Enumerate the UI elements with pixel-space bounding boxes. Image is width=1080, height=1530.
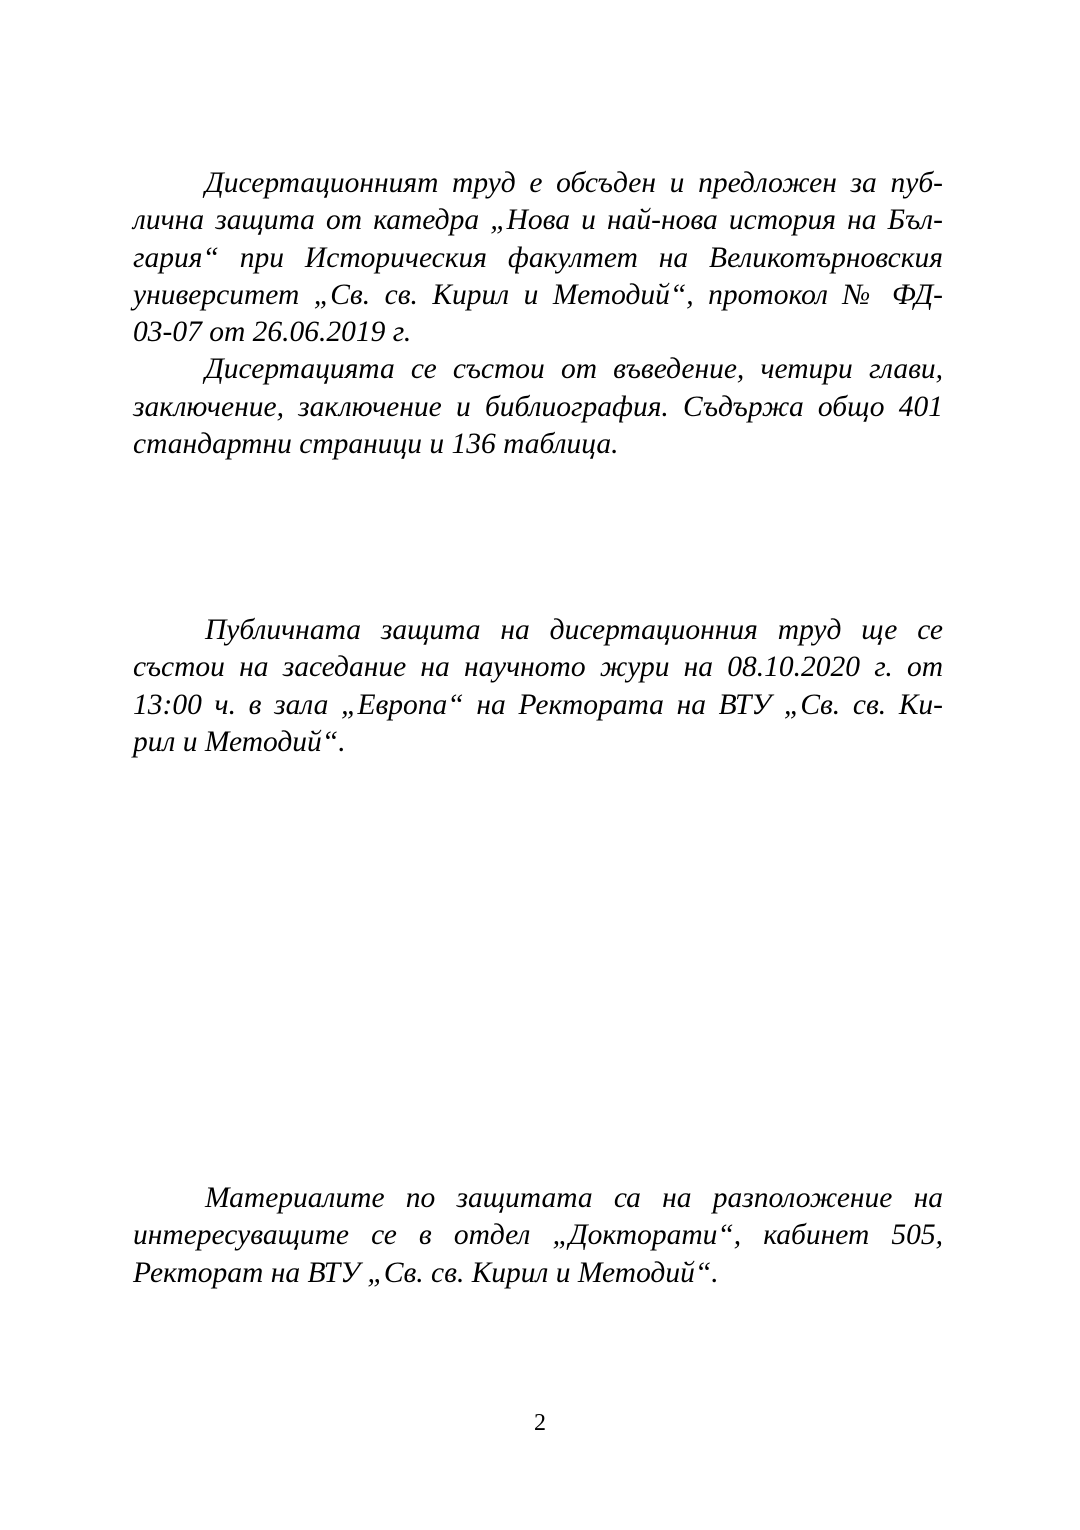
paragraph-discussion (133, 165, 943, 351)
paragraph-structure (133, 351, 943, 463)
paragraph-line: Дисертацията се състои от въведение, четири глави, (205, 353, 943, 386)
paragraph-line: Публичната защита на дисертационния труд ще се (205, 614, 943, 646)
paragraph-line: Материалите по защитата са на разположение на (205, 1182, 943, 1214)
text-block-dissertation-info (133, 165, 943, 463)
paragraph-line: лична защита от катедра „Нова и най-нова история на Бъл- (133, 204, 943, 237)
paragraph-line: състои на заседание на научното жури на 08.10.2020 г. от (133, 651, 943, 684)
paragraph-line: интересуващите се в отдел „Докторати“, кабинет 505, (133, 1219, 943, 1252)
paragraph-line: заключение, заключение и библиография. Съдържа общо 401 (133, 390, 943, 423)
paragraph-line: 13:00 ч. в зала „Европа“ на Ректората на ВТУ „Св. св. Ки- (133, 688, 943, 721)
paragraph-public-defense (133, 612, 943, 761)
paragraph-line: университет „Св. св. Кирил и Методий“, протокол № ФД- (133, 278, 943, 311)
page-number: 2 (534, 1410, 546, 1436)
paragraph-line: стандартни страници и 136 таблица. (133, 428, 619, 461)
paragraph-line: 03-07 от 26.06.2019 г. (133, 316, 412, 349)
paragraph-materials (133, 1180, 943, 1292)
text-block-public-defense (133, 612, 943, 761)
paragraph-line: гария“ при Историческия факултет на Великотърновския (133, 241, 943, 274)
paragraph-line: Дисертационният труд е обсъден и предложен за пуб- (205, 167, 943, 199)
paragraph-line: рил и Методий“. (133, 725, 346, 758)
paragraph-line: Ректорат на ВТУ „Св. св. Кирил и Методий“. (133, 1256, 719, 1289)
text-block-materials (133, 1180, 943, 1292)
